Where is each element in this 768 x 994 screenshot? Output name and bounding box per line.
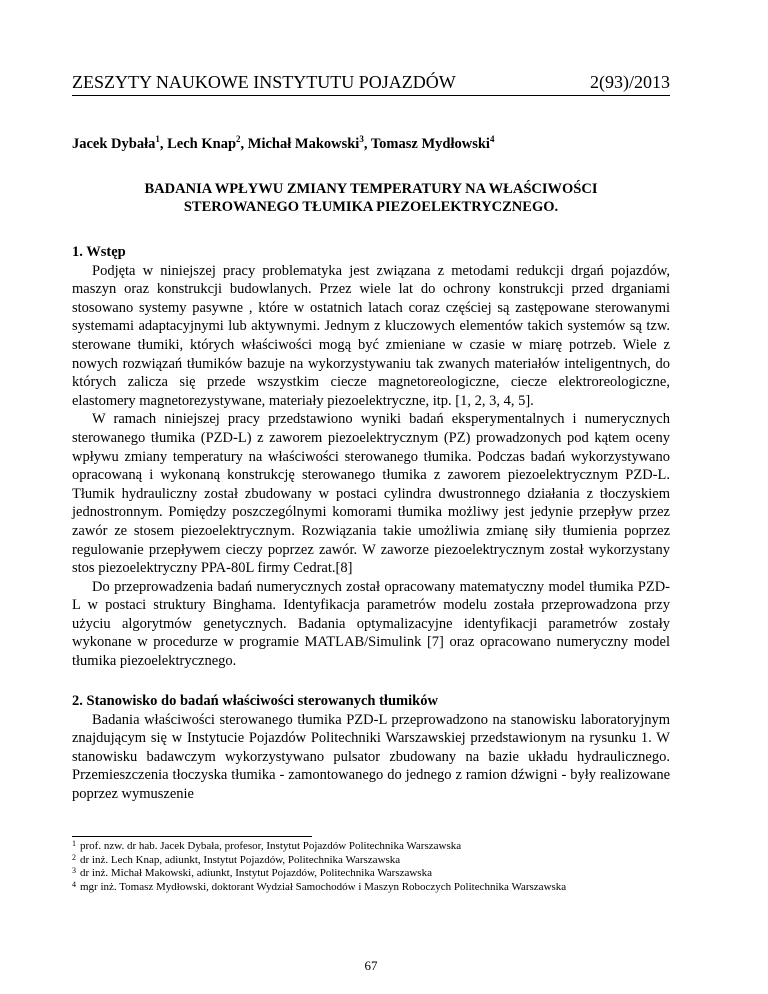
title-line: BADANIA WPŁYWU ZMIANY TEMPERATURY NA WŁAŚCIWOŚCI xyxy=(144,181,598,197)
paper-title xyxy=(72,180,670,216)
author-name: Lech Knap xyxy=(167,135,237,152)
author-list: Jacek Dybała$^1$, Lech Knap$^2$, Michał Makowski$^3$, Tomasz Mydłowski$^4$ xyxy=(72,134,495,152)
paragraph: Podjęta w niniejszej pracy problematyka jest związana z metodami redukcji drgań pojazdów, maszyn oraz konstrukcji budowlanych. Przez wiele lat do ochrony konstrukcji przed drganiami stosowano systemy pasywne , które w ostatnich latach coraz częściej są zastępowane sterowanymi systemami adaptacyjnymi lub aktywnymi. Jednym z kluczowych elementów takich systemów są tzw. sterowane tłumiki, których właściwości mogą być zmieniane w czasie w miarę potrzeb. Wiele z nowych rozwiązań tłumików bazuje na wykorzystywaniu tak zwanych materiałów inteligentnych, do których zalicza się przede wszystkim ciecze magnetoreologiczne, ciecze elektroreologiczne, elastomery magnetorezystywane, materiały piezoelektryczne, itp. [1, 2, 3, 4, 5]. xyxy=(72,262,670,409)
footnote xyxy=(72,854,670,868)
journal-header xyxy=(72,72,670,96)
footnote-text: dr inż. Lech Knap, adiunkt, Instytut Pojazdów, Politechnika Warszawska xyxy=(80,853,401,866)
paragraph: Do przeprowadzenia badań numerycznych został opracowany matematyczny model tłumika PZD-L w postaci struktury Binghama. Identyfikacja parametrów modelu została przeprowadzona przy użyciu algorytmów genetycznych. Badania optymalizacyjne identyfikacji parametrów zostały wykonane w procedurze w programie MATLAB/Simulink [7] oraz opracowano numeryczny model tłumika piezoelektrycznego. xyxy=(72,578,670,670)
paragraph: Badania właściwości sterowanego tłumika PZD-L przeprowadzono na stanowisku laboratoryjnym znajdującym się w Instytucie Pojazdów Politechniki Warszawskiej przedstawionym na rysunku 1. W stanowisku badawczym wykorzystywano pulsator zbudowany na bazie układu hydraulicznego. Przemieszczenia tłoczyska tłumika - zamontowanego do jednego z ramion dźwigni - były realizowane poprzez wymuszenie xyxy=(72,711,670,802)
footnotes xyxy=(72,840,670,894)
section-heading: 2. Stanowisko do badań właściwości sterowanych tłumików xyxy=(72,693,438,709)
title-line: STEROWANEGO TŁUMIKA PIEZOELEKTRYCZNEGO. xyxy=(183,199,559,215)
paragraph: W ramach niniejszej pracy przedstawiono wyniki badań eksperymentalnych i numerycznych sterowanego tłumika (PZD-L) z zaworem piezoelektrycznym (PZ) prowadzonych pod kątem oceny wpływu zmiany temperatury na właściwości sterowanego tłumika. Podczas badań wykorzystywano opracowaną i wykonaną konstrukcję sterowanego tłumika z zaworem piezoelektrycznym PZD-L. Tłumik hydrauliczny został zbudowany w postaci cylindra dwustronnego działania z tłoczyskiem jednostronnym. Pomiędzy poszczególnymi komorami tłumika możliwy jest jedynie przepływ przez zawór ze stosem piezoelektrycznym. Rozwiązania takie umożliwia zmianę siły tłumienia poprzez regulowanie przepływem cieczy poprzez zawór. W zaworze piezoelektrycznym został wykorzystany stos piezoelektryczny PPA-80L firmy Cedrat.[8] xyxy=(72,411,670,577)
section-introduction xyxy=(72,243,670,671)
footnote-mark: 1 xyxy=(72,839,76,848)
footnote-text: dr inż. Michał Makowski, adiunkt, Instytut Pojazdów, Politechnika Warszawska xyxy=(80,867,432,880)
footnote-divider xyxy=(72,836,312,837)
footnote-text: prof. nzw. dr hab. Jacek Dybała, profesor, Instytut Pojazdów Politechnika Warszawska xyxy=(80,840,462,852)
section-heading: 1. Wstęp xyxy=(72,244,126,260)
author-name: Jacek Dybała xyxy=(72,135,156,152)
author-footnote-mark: 3 xyxy=(359,134,364,144)
footnote-text: mgr inż. Tomasz Mydłowski, doktorant Wydział Samochodów i Maszyn Roboczych Politechnika Warszawska xyxy=(80,880,567,893)
section-test-stand xyxy=(72,692,670,804)
footnote-mark: 2 xyxy=(72,852,76,862)
journal-issue: 2(93)/2013 xyxy=(590,72,670,92)
footnote xyxy=(72,881,670,895)
journal-name: ZESZYTY NAUKOWE INSTYTUTU POJAZDÓW xyxy=(72,72,456,92)
author-footnote-mark: 2 xyxy=(236,134,241,144)
footnote-mark: 3 xyxy=(72,866,76,876)
footnote-mark: 4 xyxy=(72,879,76,889)
page-number: 67 xyxy=(364,958,378,973)
author-name: Tomasz Mydłowski xyxy=(370,135,490,152)
footnote xyxy=(72,867,670,881)
author-footnote-mark: 4 xyxy=(489,134,495,144)
author-footnote-mark: 1 xyxy=(155,134,160,144)
author-name: Michał Makowski xyxy=(247,135,360,152)
footnote xyxy=(72,840,670,854)
